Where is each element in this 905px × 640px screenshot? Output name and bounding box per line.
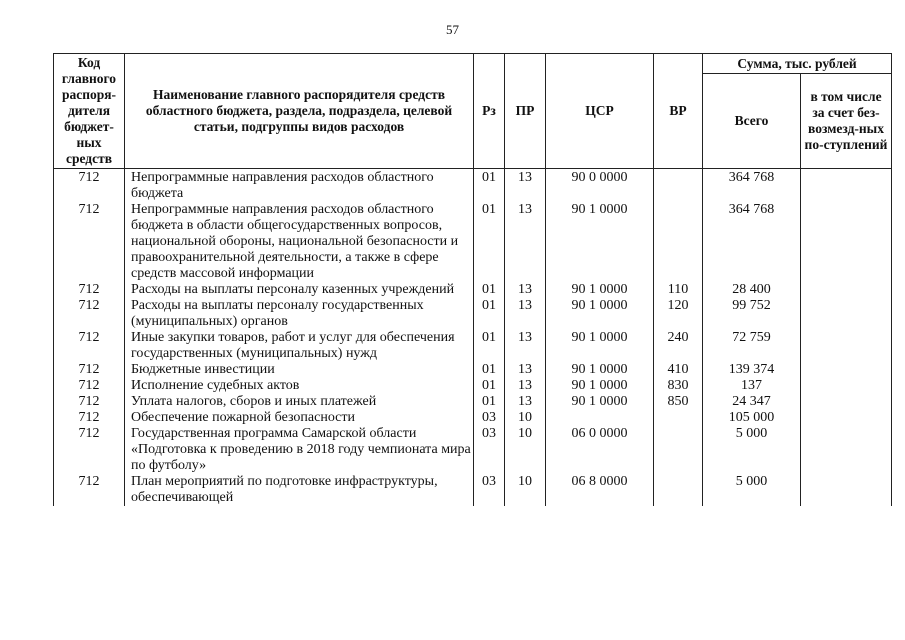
cell-rz: 01	[474, 378, 505, 394]
cell-vr	[654, 426, 703, 474]
cell-total: 364 768	[703, 169, 801, 203]
cell-name: Обеспечение пожарной безопасности	[125, 410, 474, 426]
header-total: Всего	[703, 74, 801, 169]
table-row	[54, 282, 892, 298]
cell-rz: 01	[474, 169, 505, 203]
cell-csr: 90 0 0000	[546, 169, 654, 203]
table-row	[54, 298, 892, 330]
cell-free	[801, 298, 892, 330]
cell-free	[801, 202, 892, 282]
cell-code: 712	[54, 426, 125, 474]
cell-pr: 13	[505, 282, 546, 298]
cell-csr: 90 1 0000	[546, 202, 654, 282]
cell-pr: 13	[505, 298, 546, 330]
cell-vr: 410	[654, 362, 703, 378]
header-vr: ВР	[654, 54, 703, 169]
header-rz: Рз	[474, 54, 505, 169]
cell-pr: 10	[505, 410, 546, 426]
cell-free	[801, 282, 892, 298]
cell-free	[801, 362, 892, 378]
table-header	[54, 54, 892, 169]
table-row	[54, 410, 892, 426]
cell-name: Непрограммные направления расходов областного бюджета в области общегосударственных вопросов, национальной обороны, национальной безопасности и правоохранительной деятельности, а также в сфере средств массовой информации	[125, 202, 474, 282]
table-row	[54, 394, 892, 410]
cell-code: 712	[54, 378, 125, 394]
cell-code: 712	[54, 330, 125, 362]
cell-pr: 13	[505, 202, 546, 282]
budget-table-container	[53, 53, 891, 506]
header-code: Код главного распоря-дителя бюджет-ных средств	[54, 54, 125, 169]
cell-name: Непрограммные направления расходов областного бюджета	[125, 169, 474, 203]
cell-pr: 13	[505, 378, 546, 394]
table-row	[54, 202, 892, 282]
cell-csr: 90 1 0000	[546, 362, 654, 378]
cell-rz: 01	[474, 282, 505, 298]
cell-code: 712	[54, 282, 125, 298]
cell-vr	[654, 169, 703, 203]
table-row	[54, 330, 892, 362]
cell-free	[801, 426, 892, 474]
cell-total: 105 000	[703, 410, 801, 426]
cell-total: 137	[703, 378, 801, 394]
cell-pr: 10	[505, 426, 546, 474]
cell-vr	[654, 474, 703, 506]
cell-name: Уплата налогов, сборов и иных платежей	[125, 394, 474, 410]
cell-pr: 10	[505, 474, 546, 506]
cell-pr: 13	[505, 362, 546, 378]
table-body	[54, 169, 892, 507]
cell-code: 712	[54, 394, 125, 410]
cell-pr: 13	[505, 394, 546, 410]
cell-csr: 90 1 0000	[546, 330, 654, 362]
cell-free	[801, 394, 892, 410]
cell-vr: 850	[654, 394, 703, 410]
header-sum: Сумма, тыс. рублей	[703, 54, 892, 74]
table-row	[54, 169, 892, 203]
cell-csr: 90 1 0000	[546, 298, 654, 330]
cell-vr: 240	[654, 330, 703, 362]
cell-code: 712	[54, 362, 125, 378]
cell-csr: 06 8 0000	[546, 474, 654, 506]
cell-name: Исполнение судебных актов	[125, 378, 474, 394]
cell-vr	[654, 202, 703, 282]
cell-rz: 03	[474, 426, 505, 474]
cell-pr: 13	[505, 330, 546, 362]
cell-total: 139 374	[703, 362, 801, 378]
cell-csr: 90 1 0000	[546, 394, 654, 410]
cell-code: 712	[54, 474, 125, 506]
table-row	[54, 378, 892, 394]
cell-total: 72 759	[703, 330, 801, 362]
cell-total: 5 000	[703, 426, 801, 474]
cell-free	[801, 474, 892, 506]
cell-rz: 03	[474, 474, 505, 506]
budget-table	[53, 53, 892, 506]
cell-csr: 90 1 0000	[546, 378, 654, 394]
cell-free	[801, 378, 892, 394]
cell-pr: 13	[505, 169, 546, 203]
cell-total: 24 347	[703, 394, 801, 410]
table-row	[54, 362, 892, 378]
cell-vr: 830	[654, 378, 703, 394]
cell-rz: 01	[474, 394, 505, 410]
cell-name: Бюджетные инвестиции	[125, 362, 474, 378]
header-name: Наименование главного распорядителя средств областного бюджета, раздела, подраздела, целевой статьи, подгруппы видов расходов	[125, 54, 474, 169]
cell-code: 712	[54, 202, 125, 282]
table-row	[54, 474, 892, 506]
cell-rz: 01	[474, 330, 505, 362]
cell-vr: 120	[654, 298, 703, 330]
page-number: 57	[446, 22, 459, 37]
cell-rz: 01	[474, 362, 505, 378]
cell-name: Расходы на выплаты персоналу казенных учреждений	[125, 282, 474, 298]
cell-name: Иные закупки товаров, работ и услуг для обеспечения государственных (муниципальных) нужд	[125, 330, 474, 362]
table-row	[54, 426, 892, 474]
cell-total: 99 752	[703, 298, 801, 330]
header-pr: ПР	[505, 54, 546, 169]
cell-code: 712	[54, 410, 125, 426]
cell-code: 712	[54, 169, 125, 203]
cell-code: 712	[54, 298, 125, 330]
cell-rz: 01	[474, 202, 505, 282]
cell-csr: 06 0 0000	[546, 426, 654, 474]
cell-total: 364 768	[703, 202, 801, 282]
cell-free	[801, 410, 892, 426]
header-free: в том числе за счет без-возмезд-ных по-ступлений	[801, 74, 892, 169]
cell-vr: 110	[654, 282, 703, 298]
cell-csr	[546, 410, 654, 426]
cell-name: Расходы на выплаты персоналу государственных (муниципальных) органов	[125, 298, 474, 330]
cell-rz: 01	[474, 298, 505, 330]
cell-free	[801, 169, 892, 203]
cell-name: План мероприятий по подготовке инфраструктуры, обеспечивающей	[125, 474, 474, 506]
cell-total: 5 000	[703, 474, 801, 506]
cell-total: 28 400	[703, 282, 801, 298]
cell-rz: 03	[474, 410, 505, 426]
cell-name: Государственная программа Самарской области «Подготовка к проведению в 2018 году чемпионата мира по футболу»	[125, 426, 474, 474]
cell-csr: 90 1 0000	[546, 282, 654, 298]
header-csr: ЦСР	[546, 54, 654, 169]
cell-vr	[654, 410, 703, 426]
cell-free	[801, 330, 892, 362]
